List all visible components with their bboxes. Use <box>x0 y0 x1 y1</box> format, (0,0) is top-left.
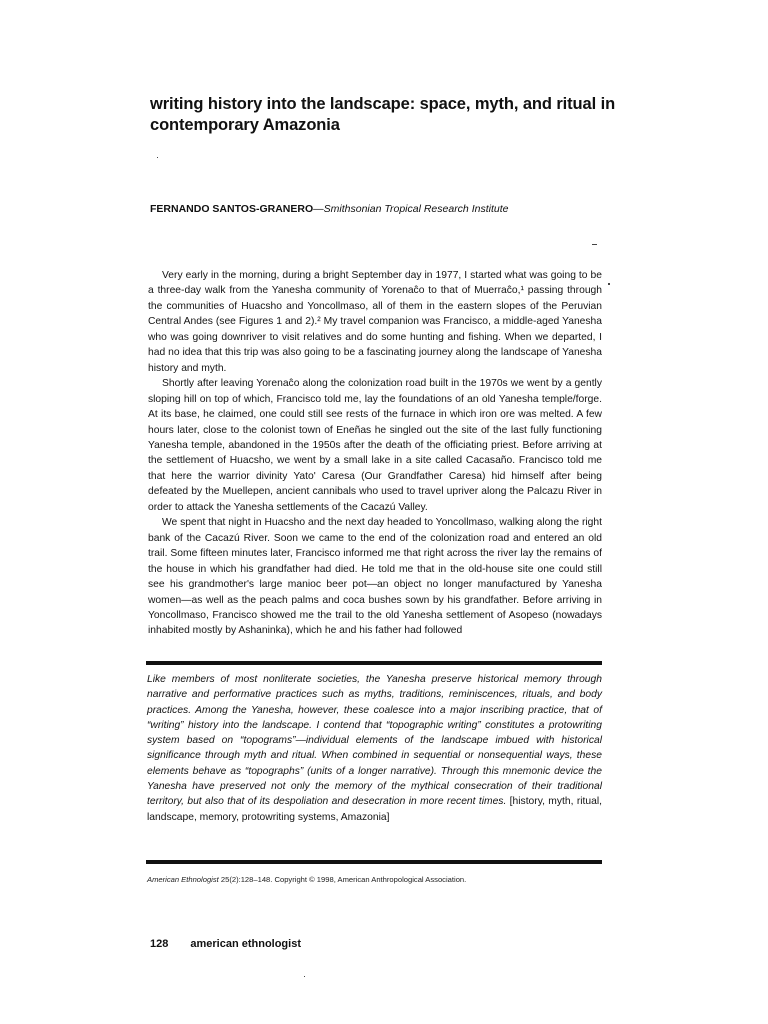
body-paragraph: Very early in the morning, during a bright September day in 1977, I started what was going to be a three-day walk from the Yanesha community of Yorenaĉo to that of Muerraĉo,¹ passing through the communities of Huacsho and Yoncollmaso, all of them in the eastern slopes of the Peruvian Central Andes (see Figures 1 and 2).² My travel companion was Francisco, a middle-aged Yanesha who was going downriver to visit relatives and do some hunting and fishing. When we departed, I had no idea that this trip was also going to be a fascinating journey along the landscape of Yanesha history and myth. <box>148 270 602 374</box>
scan-speck <box>608 283 610 285</box>
abstract-text: Like members of most nonliterate societies, the Yanesha preserve historical memory through narrative and performative practices such as myths, traditions, reminiscences, rituals, and body practices. Among the Yanesha, however, these coalesce into a major inscribing practice, that of “writing” history into the landscape. I contend that “topographic writing” constitutes a protowriting system based on “topograms”—individual elements of the landscape imbued with historical significance through myth and ritual. When combined in sequential or nonsequential ways, these elements behave as “topographs” (units of a longer narrative). Through this mnemonic device the Yanesha have preserved not only the memory of the mythical consecration of their traditional territory, but also that of its despoliation and desecration in more recent times. <box>147 674 602 808</box>
scan-speck <box>592 244 597 245</box>
body-paragraph: We spent that night in Huacsho and the next day headed to Yoncollmaso, walking along the right bank of the Cacazú River. Soon we came to the end of the colonization road and entered an old trail. Some fifteen minutes later, Francisco informed me that right across the river lay the remains of the house in which his grandfather had died. He told me that in the old-house site one could still see his grandmother's large manioc beer pot—an object no longer manufactured by Yanesha women—as well as the peach palms and coca bushes sown by his grandfather. Before arriving in Yoncollmaso, Francisco showed me the trail to the old Yanesha settlement of Asopeso (nowadays inhabited mostly by Ashaninka), which he and his father had followed <box>148 517 602 637</box>
abstract-top-rule <box>146 661 602 665</box>
abstract-block <box>147 672 602 825</box>
article-body <box>148 268 602 639</box>
citation-journal: American Ethnologist <box>147 875 219 884</box>
author-affiliation: Smithsonian Tropical Research Institute <box>323 203 509 215</box>
byline <box>150 202 620 216</box>
body-paragraph: Shortly after leaving Yorenaĉo along the colonization road built in the 1970s we went by a gently sloping hill on top of which, Francisco told me, lay the foundations of an old Yanesha temple/forge. At its base, he claimed, one could still see rests of the furnace in which iron ore was melted. A few hours later, close to the colonist town of Eneñas he singled out the site of the last fully functioning Yanesha temple, abandoned in the 1950s after the death of the officiating priest. Before arriving at the settlement of Huacsho, we went by a small lake in a site called Cacasaño. Francisco told me that here the warrior divinity Yato' Caresa (Our Grandfather Caresa) hid himself after being defeated by the Muellepen, ancient cannibals who used to travel upriver along the Palcazu River in order to attack the Yanesha settlements of the Cacazú Valley. <box>148 378 602 513</box>
affiliation-separator: — <box>313 203 324 215</box>
citation-line <box>147 875 602 885</box>
abstract-keywords: [history, myth, ritual, landscape, memory, protowriting systems, Amazonia] <box>147 796 602 823</box>
page-number: 128 <box>150 938 169 950</box>
scan-speck <box>157 157 158 158</box>
scan-speck <box>304 976 305 977</box>
footer-journal-name: american ethnologist <box>190 938 301 950</box>
page-footer <box>150 938 301 950</box>
author-name: FERNANDO SANTOS-GRANERO <box>150 203 314 215</box>
article-title: writing history into the landscape: space, myth, and ritual in contemporary Amazonia <box>150 95 616 134</box>
citation-details: 25(2):128–148. Copyright © 1998, American Anthropological Association. <box>218 875 467 884</box>
abstract-bottom-rule <box>146 860 602 864</box>
